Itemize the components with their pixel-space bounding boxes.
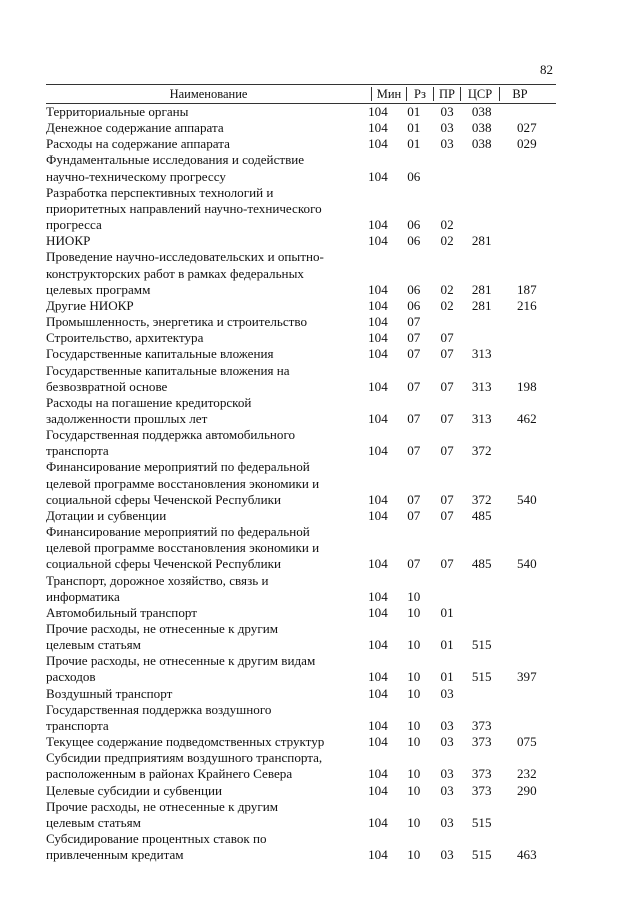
- cell-rz: 07: [407, 330, 421, 346]
- cell-min: 104: [368, 685, 388, 701]
- cell-name-line: Государственные капитальные вложения на: [46, 362, 290, 378]
- cell-min: 104: [368, 491, 388, 507]
- cell-name: [46, 702, 364, 734]
- cell-name-line: Государственная поддержка автомобильного: [46, 427, 296, 443]
- cell-name-line: Фундаментальные исследования и содействие: [46, 152, 305, 168]
- cell-name-line: Прочие расходы, не отнесенные к другим видам: [46, 653, 316, 669]
- cell-vr: 029: [516, 136, 537, 152]
- cell-name: [46, 734, 364, 750]
- table-body: [46, 104, 556, 863]
- cell-name-line: Территориальные органы: [46, 104, 189, 119]
- cell-name-line: Разработка перспективных технологий и: [46, 184, 274, 200]
- cell-name: [46, 120, 364, 136]
- cell-csr: 373: [471, 717, 492, 733]
- cell-vr: 232: [516, 766, 537, 782]
- cell-rz: 06: [407, 281, 421, 297]
- table-row: [46, 314, 556, 330]
- cell-rz: 10: [407, 604, 421, 620]
- cell-min: 104: [368, 782, 388, 798]
- cell-min: 104: [368, 766, 388, 782]
- cell-name-line: Субсидирование процентных ставок по: [46, 831, 267, 847]
- cell-name-line: прогресса: [46, 217, 102, 233]
- cell-min: 104: [368, 588, 388, 604]
- cell-name-line: НИОКР: [46, 233, 91, 249]
- cell-name-line: конструкторских работ в рамках федеральных: [46, 265, 304, 281]
- cell-name-line: социальной сферы Чеченской Республики: [46, 556, 281, 572]
- cell-pr: 07: [440, 346, 454, 362]
- table-header: [46, 85, 556, 104]
- cell-min: 104: [368, 669, 388, 685]
- cell-vr: 462: [516, 410, 537, 426]
- cell-pr: 03: [440, 104, 454, 119]
- cell-min: 104: [368, 120, 388, 136]
- cell-min: 104: [368, 604, 388, 620]
- cell-name: [46, 104, 364, 120]
- cell-csr: 038: [471, 104, 492, 119]
- cell-min: 104: [368, 136, 388, 152]
- cell-name: [46, 831, 364, 863]
- cell-pr: 03: [440, 734, 454, 750]
- cell-csr: 038: [471, 136, 492, 152]
- cell-name-line: Автомобильный транспорт: [46, 604, 197, 620]
- cell-pr: 02: [440, 233, 454, 249]
- cell-pr: 02: [440, 281, 454, 297]
- cell-rz: 07: [407, 443, 421, 459]
- cell-rz: 10: [407, 766, 421, 782]
- cell-vr: 187: [516, 281, 537, 297]
- cell-csr: 485: [471, 507, 492, 523]
- budget-table: [46, 84, 556, 863]
- cell-name-line: Расходы на содержание аппарата: [46, 136, 230, 152]
- cell-min: 104: [368, 410, 388, 426]
- cell-vr: 216: [516, 297, 537, 313]
- table-row: [46, 120, 556, 136]
- cell-name: [46, 152, 364, 184]
- cell-name-line: научно-техническому прогрессу: [46, 168, 226, 184]
- cell-name-line: Строительство, архитектура: [46, 330, 204, 346]
- cell-name: [46, 750, 364, 782]
- cell-pr: 07: [440, 443, 454, 459]
- cell-pr: 03: [440, 766, 454, 782]
- cell-rz: 07: [407, 314, 421, 330]
- cell-name-line: расположенным в районах Крайнего Севера: [46, 766, 293, 782]
- cell-pr: 01: [440, 604, 454, 620]
- cell-rz: 01: [407, 120, 421, 136]
- cell-pr: 07: [440, 507, 454, 523]
- cell-rz: 06: [407, 233, 421, 249]
- table-row: [46, 734, 556, 750]
- cell-rz: 10: [407, 734, 421, 750]
- cell-pr: 02: [440, 217, 454, 233]
- cell-rz: 10: [407, 814, 421, 830]
- header-csr: ЦСР: [467, 86, 493, 101]
- header-min: Мин: [376, 86, 402, 101]
- table-row: [46, 524, 556, 572]
- cell-csr: 038: [471, 120, 492, 136]
- table-row: [46, 799, 556, 831]
- cell-pr: 01: [440, 637, 454, 653]
- cell-vr: 075: [516, 734, 537, 750]
- cell-pr: 03: [440, 685, 454, 701]
- cell-name: [46, 427, 364, 459]
- cell-name-line: Прочие расходы, не отнесенные к другим: [46, 798, 279, 814]
- header-pr: ПР: [439, 86, 455, 101]
- cell-name-line: Целевые субсидии и субвенции: [46, 782, 223, 798]
- cell-min: 104: [368, 507, 388, 523]
- cell-min: 104: [368, 168, 388, 184]
- cell-min: 104: [368, 314, 388, 330]
- table-row: [46, 152, 556, 184]
- cell-name: [46, 298, 364, 314]
- table-row: [46, 363, 556, 395]
- cell-rz: 07: [407, 507, 421, 523]
- cell-csr: 372: [471, 443, 492, 459]
- cell-pr: 07: [440, 410, 454, 426]
- cell-vr: 540: [516, 491, 537, 507]
- cell-name-line: целевым статьям: [46, 814, 141, 830]
- cell-name-line: Другие НИОКР: [46, 297, 134, 313]
- cell-rz: 01: [407, 136, 421, 152]
- cell-name: [46, 314, 364, 330]
- header-name: Наименование: [169, 86, 248, 101]
- cell-name-line: привлеченным кредитам: [46, 847, 184, 863]
- cell-min: 104: [368, 233, 388, 249]
- cell-vr: 397: [516, 669, 537, 685]
- cell-name: [46, 233, 364, 249]
- cell-vr: 540: [516, 556, 537, 572]
- cell-rz: 07: [407, 346, 421, 362]
- cell-name: [46, 799, 364, 831]
- cell-name: [46, 605, 364, 621]
- cell-csr: 515: [471, 669, 492, 685]
- cell-pr: 03: [440, 847, 454, 863]
- cell-name-line: Финансирование мероприятий по федеральной: [46, 459, 310, 475]
- cell-vr: 463: [516, 847, 537, 863]
- cell-min: 104: [368, 814, 388, 830]
- cell-name-line: целевым статьям: [46, 637, 141, 653]
- cell-csr: 313: [471, 410, 492, 426]
- cell-name-line: безвозвратной основе: [46, 378, 168, 394]
- cell-min: 104: [368, 297, 388, 313]
- cell-pr: 07: [440, 491, 454, 507]
- cell-rz: 10: [407, 717, 421, 733]
- cell-name-line: Текущее содержание подведомственных структур: [46, 734, 325, 750]
- table-row: [46, 427, 556, 459]
- cell-vr: 027: [516, 120, 537, 136]
- cell-name: [46, 573, 364, 605]
- table-row: [46, 298, 556, 314]
- cell-name: [46, 524, 364, 572]
- cell-name-line: Субсидии предприятиям воздушного транспорта,: [46, 750, 323, 766]
- table-row: [46, 233, 556, 249]
- cell-rz: 06: [407, 168, 421, 184]
- cell-name-line: Воздушный транспорт: [46, 685, 173, 701]
- table-row: [46, 249, 556, 297]
- table-row: [46, 104, 556, 120]
- table-row: [46, 573, 556, 605]
- cell-name-line: приоритетных направлений научно-технического: [46, 200, 322, 216]
- table-row: [46, 459, 556, 507]
- cell-name-line: транспорта: [46, 717, 109, 733]
- cell-name: [46, 346, 364, 362]
- cell-rz: 10: [407, 685, 421, 701]
- cell-name-line: Дотации и субвенции: [46, 507, 167, 523]
- cell-name: [46, 653, 364, 685]
- table-row: [46, 395, 556, 427]
- cell-name-line: Государственные капитальные вложения: [46, 346, 274, 362]
- cell-min: 104: [368, 847, 388, 863]
- cell-pr: 03: [440, 782, 454, 798]
- cell-name-line: Транспорт, дорожное хозяйство, связь и: [46, 572, 269, 588]
- cell-name: [46, 395, 364, 427]
- cell-csr: 485: [471, 556, 492, 572]
- cell-name-line: целевой программе восстановления экономики и: [46, 475, 320, 491]
- cell-csr: 515: [471, 637, 492, 653]
- cell-min: 104: [368, 346, 388, 362]
- cell-min: 104: [368, 330, 388, 346]
- cell-pr: 03: [440, 136, 454, 152]
- cell-pr: 02: [440, 297, 454, 313]
- cell-rz: 01: [407, 104, 421, 119]
- cell-name: [46, 330, 364, 346]
- cell-rz: 10: [407, 588, 421, 604]
- cell-rz: 10: [407, 847, 421, 863]
- cell-csr: 515: [471, 814, 492, 830]
- cell-pr: 03: [440, 120, 454, 136]
- cell-name: [46, 363, 364, 395]
- table-row: [46, 653, 556, 685]
- cell-vr: 290: [516, 782, 537, 798]
- cell-name-line: Финансирование мероприятий по федеральной: [46, 524, 310, 540]
- cell-name: [46, 621, 364, 653]
- cell-min: 104: [368, 556, 388, 572]
- cell-vr: 198: [516, 378, 537, 394]
- cell-name-line: информатика: [46, 588, 120, 604]
- table-row: [46, 508, 556, 524]
- table-row: [46, 185, 556, 233]
- header-rz: Рз: [414, 86, 426, 101]
- cell-name: [46, 459, 364, 507]
- cell-name-line: Денежное содержание аппарата: [46, 120, 224, 136]
- cell-name-line: Проведение научно-исследовательских и опытно-: [46, 249, 324, 265]
- cell-min: 104: [368, 443, 388, 459]
- table-row: [46, 783, 556, 799]
- cell-pr: 07: [440, 556, 454, 572]
- cell-csr: 281: [471, 281, 492, 297]
- cell-pr: 01: [440, 669, 454, 685]
- cell-rz: 07: [407, 491, 421, 507]
- cell-rz: 10: [407, 637, 421, 653]
- cell-rz: 07: [407, 556, 421, 572]
- table-row: [46, 136, 556, 152]
- cell-pr: 03: [440, 717, 454, 733]
- cell-csr: 313: [471, 378, 492, 394]
- table-row: [46, 702, 556, 734]
- cell-rz: 10: [407, 669, 421, 685]
- cell-name: [46, 686, 364, 702]
- cell-csr: 313: [471, 346, 492, 362]
- cell-csr: 373: [471, 766, 492, 782]
- cell-rz: 06: [407, 297, 421, 313]
- cell-csr: 515: [471, 847, 492, 863]
- cell-rz: 10: [407, 782, 421, 798]
- cell-name: [46, 185, 364, 233]
- table-row: [46, 621, 556, 653]
- cell-csr: 373: [471, 734, 492, 750]
- cell-name: [46, 249, 364, 297]
- page-number: 82: [540, 62, 553, 77]
- cell-csr: 372: [471, 491, 492, 507]
- cell-name: [46, 783, 364, 799]
- cell-min: 104: [368, 717, 388, 733]
- table-row: [46, 686, 556, 702]
- table-row: [46, 605, 556, 621]
- table-row: [46, 831, 556, 863]
- cell-rz: 07: [407, 378, 421, 394]
- cell-pr: 07: [440, 330, 454, 346]
- cell-name-line: целевой программе восстановления экономики и: [46, 540, 320, 556]
- cell-csr: 373: [471, 782, 492, 798]
- cell-name: [46, 136, 364, 152]
- table-row: [46, 330, 556, 346]
- cell-name-line: Расходы на погашение кредиторской: [46, 394, 252, 410]
- cell-pr: 07: [440, 378, 454, 394]
- cell-csr: 281: [471, 297, 492, 313]
- header-vr: ВР: [512, 86, 528, 101]
- cell-name-line: транспорта: [46, 443, 109, 459]
- cell-pr: 03: [440, 814, 454, 830]
- cell-min: 104: [368, 217, 388, 233]
- cell-csr: 281: [471, 233, 492, 249]
- cell-rz: 06: [407, 217, 421, 233]
- cell-name-line: расходов: [46, 669, 96, 685]
- cell-min: 104: [368, 637, 388, 653]
- cell-name: [46, 508, 364, 524]
- cell-name-line: Государственная поддержка воздушного: [46, 701, 272, 717]
- cell-name-line: целевых программ: [46, 281, 151, 297]
- cell-min: 104: [368, 734, 388, 750]
- table-row: [46, 750, 556, 782]
- cell-min: 104: [368, 378, 388, 394]
- cell-name-line: Промышленность, энергетика и строительство: [46, 314, 308, 330]
- cell-name-line: задолженности прошлых лет: [46, 410, 208, 426]
- cell-name-line: социальной сферы Чеченской Республики: [46, 491, 281, 507]
- cell-rz: 07: [407, 410, 421, 426]
- cell-name-line: Прочие расходы, не отнесенные к другим: [46, 621, 279, 636]
- cell-min: 104: [368, 104, 388, 119]
- table-row: [46, 346, 556, 362]
- cell-min: 104: [368, 281, 388, 297]
